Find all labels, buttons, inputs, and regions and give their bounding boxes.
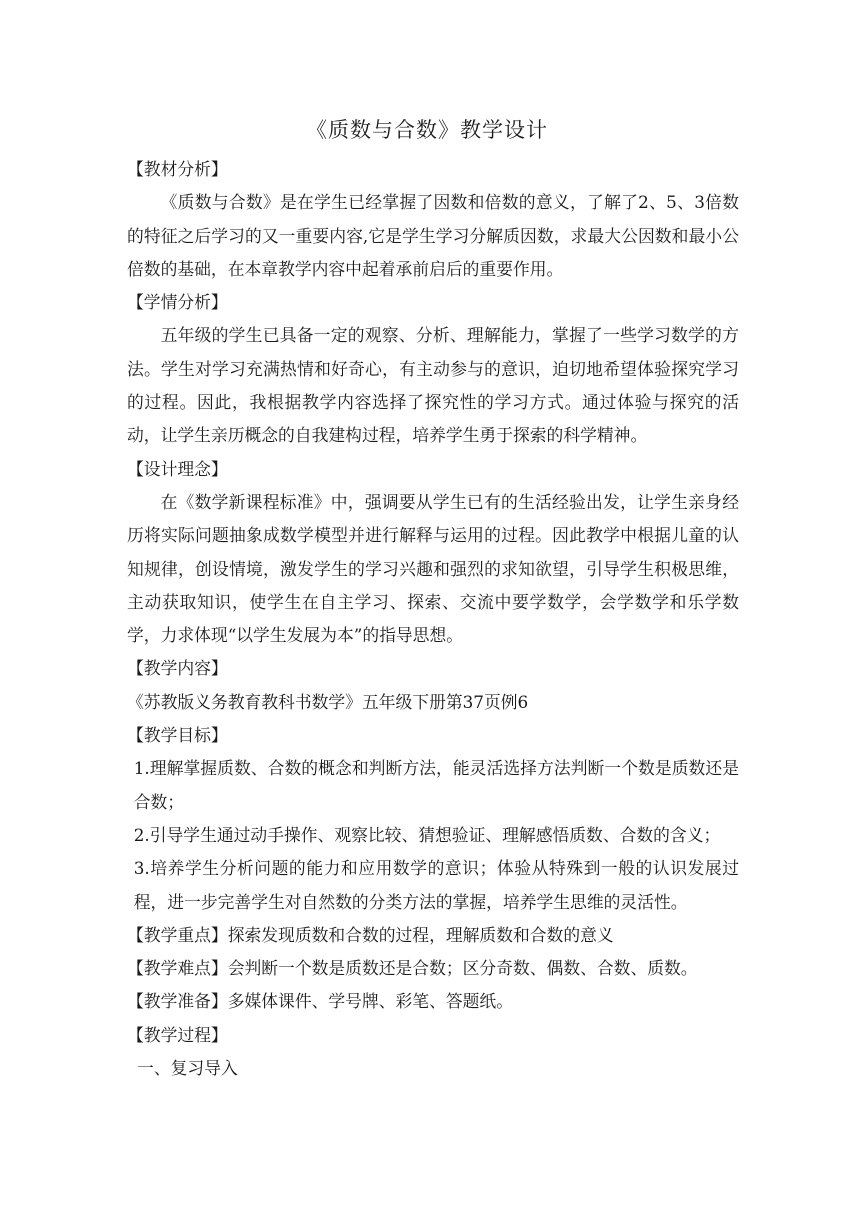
difficulties-heading: 【教学难点】: [127, 958, 228, 979]
document-title: [0, 114, 860, 144]
key-points-text: 探索发现质数和合数的过程，理解质数和合数的意义: [227, 924, 614, 945]
student-analysis-paragraph: 五年级的学生已具备一定的观察、分析、理解能力，掌握了一些学习数学的方法。学生对学习充满热情和好奇心，有主动参与的意识，迫切地希望体验探究学习的过程。因此，我根据教学内容选择了探究性的学习方式。通过体验与探究的活动，让学生亲历概念的自我建构过程，培养学生勇于探索的科学精神。: [127, 325, 739, 446]
document-title-text: 《质数与合数》教学设计: [306, 118, 548, 142]
key-points-heading: 【教学重点】: [127, 924, 228, 945]
textbook-analysis-paragraph: 《质数与合数》是在学生已经掌握了因数和倍数的意义，了解了2、5、3倍数的特征之后学习的又一重要内容,它是学生学习分解质因数，求最大公因数和最小公倍数的基础，在本章教学内容中起着承前启后的重要作用。: [127, 192, 739, 279]
teaching-goals-heading: 【教学目标】: [127, 725, 228, 746]
design-concept-heading: 【设计理念】: [127, 458, 228, 479]
preparation-text: 多媒体课件、学号牌、彩笔、答题纸。: [227, 991, 513, 1012]
teaching-goal-item: 3.培养学生分析问题的能力和应用数学的意识；体验从特殊到一般的认识发展过程，进一步完善学生对自然数的分类方法的掌握，培养学生思维的灵活性。: [133, 858, 739, 912]
teaching-goal-item: 2.引导学生通过动手操作、观察比较、猜想验证、理解感悟质数、合数的含义；: [133, 824, 721, 845]
preparation-heading: 【教学准备】: [127, 991, 228, 1012]
process-heading: 【教学过程】: [127, 1024, 228, 1045]
difficulties-text: 会判断一个数是质数还是合数；区分奇数、偶数、合数、质数。: [227, 958, 698, 979]
textbook-analysis-heading: 【教材分析】: [127, 159, 228, 179]
teaching-goal-item: 1.理解掌握质数、合数的概念和判断方法，能灵活选择方法判断一个数是质数还是合数；: [133, 758, 739, 812]
document-body: [127, 153, 739, 1085]
teaching-content-text: 《苏教版义务教育教科书数学》五年级下册第37页例6: [127, 691, 529, 712]
key-points-line: [127, 919, 739, 952]
process-step: 一、复习导入: [137, 1058, 238, 1079]
preparation-line: [127, 985, 739, 1018]
student-analysis-heading: 【学情分析】: [127, 292, 228, 313]
design-concept-paragraph: 在《数学新课程标准》中，强调要从学生已有的生活经验出发，让学生亲身经历将实际问题抽象成数学模型并进行解释与运用的过程。因此教学中根据儿童的认知规律，创设情境，激发学生的学习兴趣和强烈的求知欲望，引导学生积极思维，主动获取知识，使学生在自主学习、探索、交流中要学数学，会学数学和乐学数学，力求体现“以学生发展为本”的指导思想。: [127, 491, 739, 646]
difficulties-line: [127, 952, 739, 985]
teaching-content-heading: 【教学内容】: [127, 658, 228, 679]
